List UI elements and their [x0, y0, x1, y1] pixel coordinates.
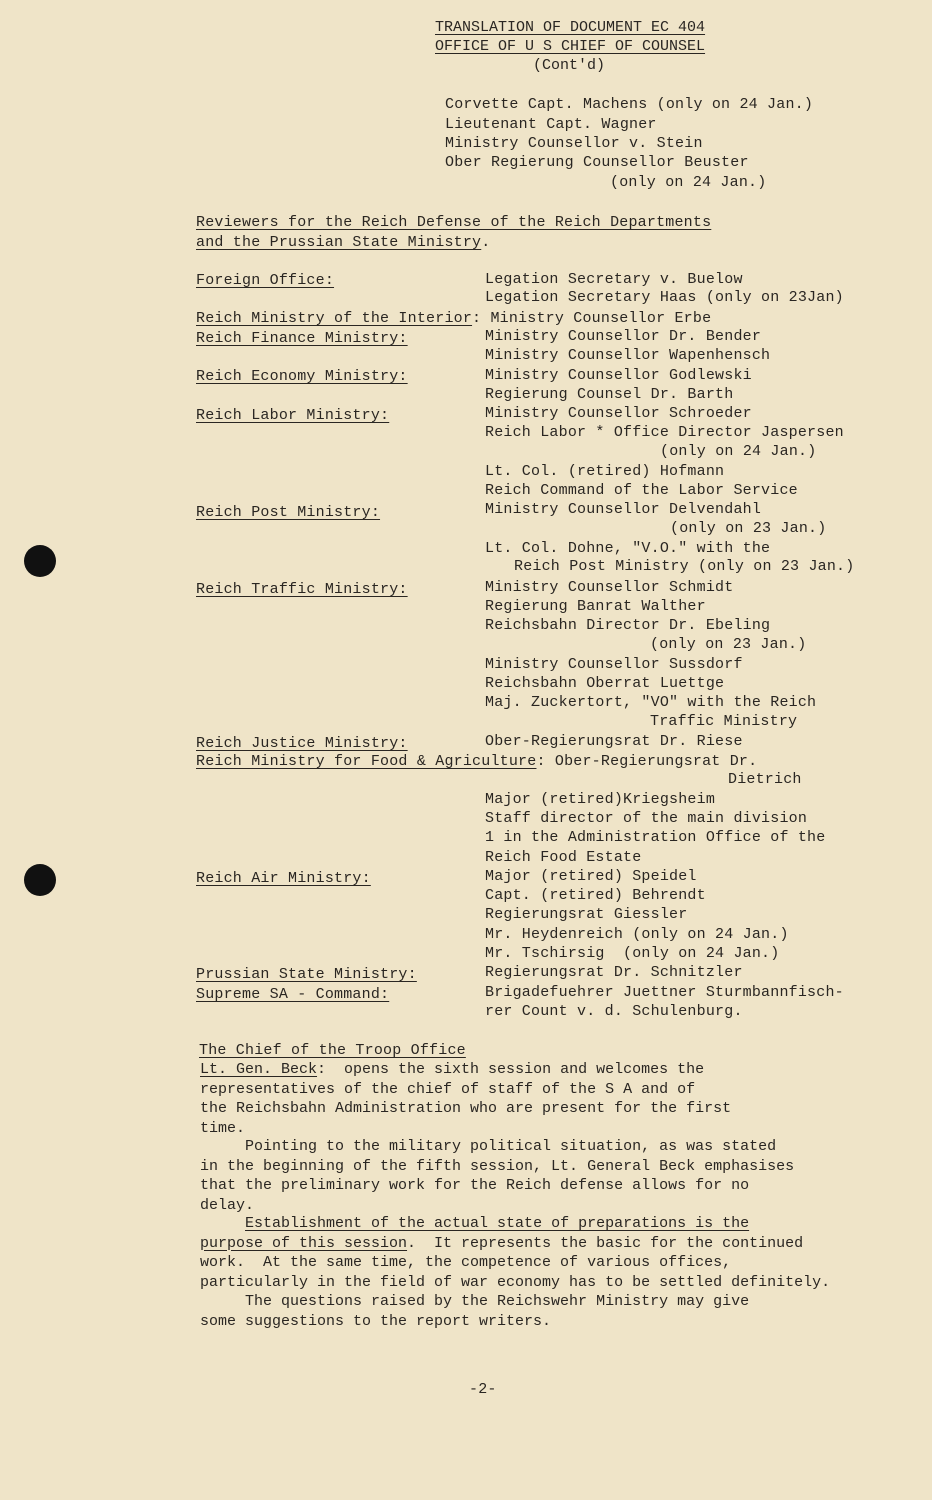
- reviewers-heading-cont: and the Prussian State Ministry.: [196, 234, 491, 251]
- top-name: Lieutenant Capt. Wagner: [445, 116, 657, 133]
- reviewer-name: Reichsbahn Oberrat Luettge: [485, 675, 725, 692]
- reviewer-name: Ministry Counsellor Dr. Bender: [485, 328, 762, 345]
- reviewer-name: Reich Labor * Office Director Jaspersen: [485, 424, 844, 441]
- reviewer-name: Legation Secretary Haas (only on 23Jan): [485, 289, 844, 306]
- paragraph-situation: Pointing to the military political situation, as was stated in the beginning of the fifth session, Lt. General Beck emphasises that the preliminary work for the Reich defense allows for no delay.: [200, 1138, 795, 1214]
- reviewer-name: Staff director of the main division: [485, 810, 808, 827]
- reviewer-name: Ministry Counsellor Sussdorf: [485, 656, 743, 673]
- reviewer-name-cont: Traffic Ministry: [650, 713, 798, 730]
- reviewer-name: Lt. Col. Dohne, "V.O." with the: [485, 540, 771, 557]
- reviewer-name: 1 in the Administration Office of the: [485, 829, 826, 846]
- punch-hole: [24, 864, 56, 896]
- reviewer-name: Regierungsrat Dr. Schnitzler: [485, 964, 743, 981]
- reviewer-note: (only on 24 Jan.): [660, 443, 817, 460]
- reviewer-name: Mr. Heydenreich (only on 24 Jan.): [485, 926, 789, 943]
- dept-label-sa: Supreme SA - Command:: [196, 986, 390, 1003]
- reviewer-name: Ober-Regierungsrat Dr. Riese: [485, 733, 743, 750]
- dept-label-post: Reich Post Ministry:: [196, 504, 381, 521]
- dept-label-prussian: Prussian State Ministry:: [196, 966, 417, 983]
- reviewers-heading: Reviewers for the Reich Defense of the Reich Departments: [196, 214, 712, 231]
- top-name-note: (only on 24 Jan.): [610, 174, 767, 191]
- document-header: [435, 18, 705, 75]
- reviewer-name: Major (retired)Kriegsheim: [485, 791, 716, 808]
- header-contd: (Cont'd): [533, 57, 606, 74]
- header-title: TRANSLATION OF DOCUMENT EC 404: [435, 19, 706, 36]
- reviewer-name-cont: Dietrich: [728, 771, 802, 788]
- dept-row-food: Reich Ministry for Food & Agriculture: Ober-Regierungsrat Dr.: [196, 753, 758, 770]
- dept-row-interior: Reich Ministry of the Interior: Ministry Counsellor Erbe: [196, 310, 712, 327]
- reviewer-name: Reich Food Estate: [485, 849, 642, 866]
- paragraph-purpose: Establishment of the actual state of preparations is the purpose of this session. It represents the basic for the continued work. At the same time, the competence of various offices, particularly in the field of war economy has to be settled definitely.: [200, 1215, 831, 1291]
- top-name: Corvette Capt. Machens (only on 24 Jan.): [445, 96, 814, 113]
- reviewer-name: Legation Secretary v. Buelow: [485, 271, 743, 288]
- dept-label-economy: Reich Economy Ministry:: [196, 368, 408, 385]
- reviewer-name: Ministry Counsellor Wapenhensch: [485, 347, 771, 364]
- dept-label-foreign-office: Foreign Office:: [196, 272, 335, 289]
- reviewer-name: Maj. Zuckertort, "VO" with the Reich: [485, 694, 817, 711]
- reviewer-name: Ministry Counsellor Schroeder: [485, 405, 752, 422]
- reviewer-note: (only on 23 Jan.): [670, 520, 827, 537]
- reviewer-name: rer Count v. d. Schulenburg.: [485, 1003, 743, 1020]
- dept-label-justice: Reich Justice Ministry:: [196, 735, 408, 752]
- dept-label-labor: Reich Labor Ministry:: [196, 407, 390, 424]
- dept-label-finance: Reich Finance Ministry:: [196, 330, 408, 347]
- top-name: Ministry Counsellor v. Stein: [445, 135, 703, 152]
- page-number: -2-: [469, 1381, 497, 1398]
- header-office: OFFICE OF U S CHIEF OF COUNSEL: [435, 38, 706, 55]
- chief-heading: The Chief of the Troop Office: [199, 1042, 466, 1059]
- reviewer-name: Ministry Counsellor Godlewski: [485, 367, 752, 384]
- reviewer-name: Ministry Counsellor Delvendahl: [485, 501, 762, 518]
- reviewer-name: Reich Post Ministry (only on 23 Jan.): [514, 558, 855, 575]
- reviewer-name: Regierungsrat Giessler: [485, 906, 688, 923]
- reviewer-note: (only on 23 Jan.): [650, 636, 807, 653]
- paragraph-questions: The questions raised by the Reichswehr Ministry may give some suggestions to the report writers.: [200, 1293, 750, 1330]
- reviewer-name: Lt. Col. (retired) Hofmann: [485, 463, 725, 480]
- reviewer-name: Mr. Tschirsig (only on 24 Jan.): [485, 945, 780, 962]
- reviewer-name: Capt. (retired) Behrendt: [485, 887, 706, 904]
- top-name: Ober Regierung Counsellor Beuster: [445, 154, 749, 171]
- reviewer-name: Major (retired) Speidel: [485, 868, 697, 885]
- reviewer-name: Reichsbahn Director Dr. Ebeling: [485, 617, 771, 634]
- punch-hole: [24, 545, 56, 577]
- reviewer-name: Ministry Counsellor Schmidt: [485, 579, 734, 596]
- speaker-name: Lt. Gen. Beck: [200, 1061, 318, 1078]
- reviewer-name: Regierung Counsel Dr. Barth: [485, 386, 734, 403]
- dept-label-traffic: Reich Traffic Ministry:: [196, 581, 408, 598]
- reviewer-name: Reich Command of the Labor Service: [485, 482, 798, 499]
- paragraph-opening: Lt. Gen. Beck: opens the sixth session and welcomes the representatives of the chief of staff of the S A and of the Reichsbahn Administration who are present for the first time.: [200, 1061, 732, 1137]
- dept-label-air: Reich Air Ministry:: [196, 870, 371, 887]
- reviewer-name: Regierung Banrat Walther: [485, 598, 706, 615]
- reviewer-name: Brigadefuehrer Juettner Sturmbannfisch-: [485, 984, 844, 1001]
